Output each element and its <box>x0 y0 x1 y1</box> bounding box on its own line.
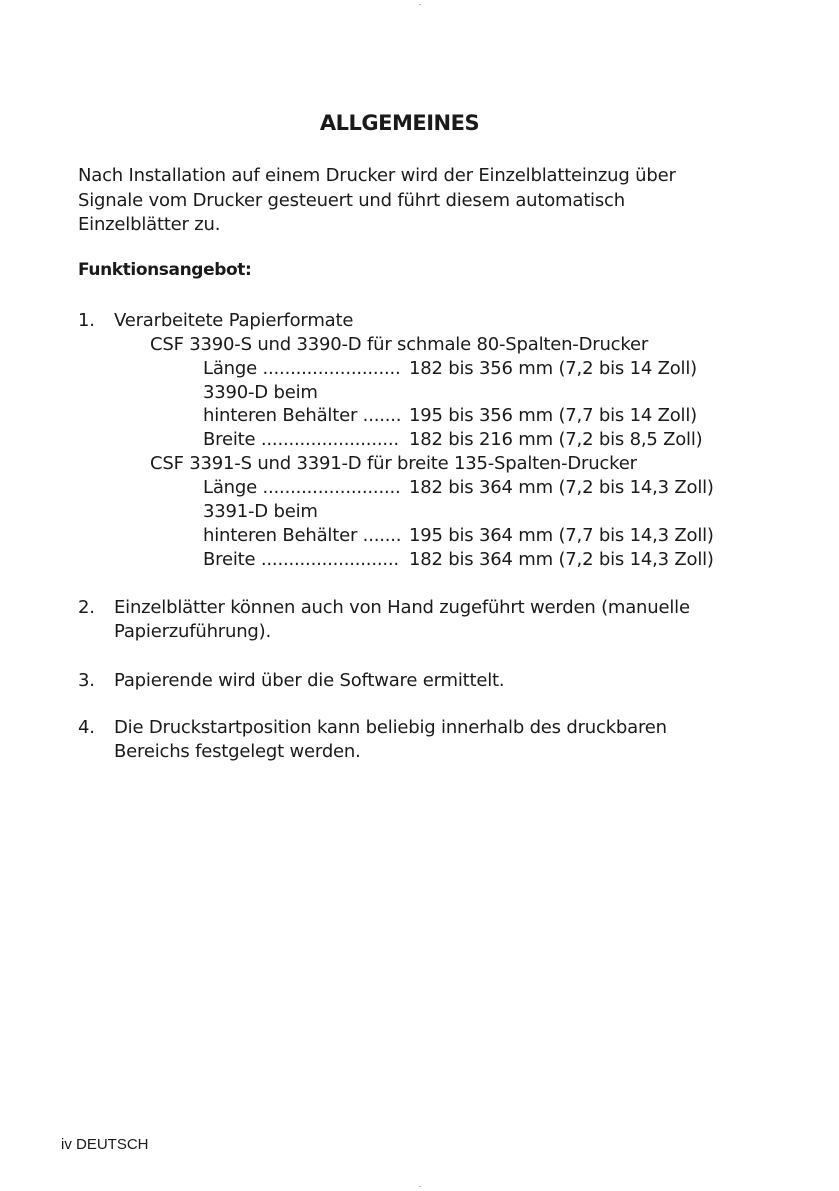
intro-paragraph <box>78 164 718 238</box>
spec-label: hinteren Behälter ....... <box>203 525 402 546</box>
model-line-3391: CSF 3391-S und 3391-D für breite 135-Spalten-Drucker <box>150 453 637 474</box>
spec-label: Länge ......................... <box>203 477 401 498</box>
list-text-line: Einzelblätter können auch von Hand zugeführt werden (manuelle <box>114 597 690 618</box>
scan-mark-top <box>419 4 421 5</box>
spec-value: 182 bis 364 mm (7,2 bis 14,3 Zoll) <box>409 477 714 498</box>
section-heading: Funktionsangebot: <box>78 260 252 280</box>
list-text-line: Papierende wird über die Software ermittelt. <box>114 670 505 691</box>
list-text: Verarbeitete Papierformate <box>114 310 354 331</box>
list-number: 4. <box>78 717 95 738</box>
list-text-line: Bereichs festgelegt werden. <box>114 741 361 762</box>
spec-value: 195 bis 364 mm (7,7 bis 14,3 Zoll) <box>409 525 714 546</box>
list-text <box>114 669 734 693</box>
spec-value: 182 bis 356 mm (7,2 bis 14 Zoll) <box>409 358 697 379</box>
page-title: ALLGEMEINES <box>319 111 480 135</box>
list-text-line: Papierzuführung). <box>114 621 271 642</box>
spec-label: Breite ......................... <box>203 549 399 570</box>
list-number: 1. <box>78 310 95 331</box>
list-number: 3. <box>78 670 95 691</box>
list-number: 2. <box>78 597 95 618</box>
scan-mark-bottom <box>419 1186 421 1187</box>
intro-line: Signale vom Drucker gesteuert und führt diesem automatisch <box>78 189 625 211</box>
spec-value: 182 bis 216 mm (7,2 bis 8,5 Zoll) <box>409 429 703 450</box>
spec-value: 182 bis 364 mm (7,2 bis 14,3 Zoll) <box>409 549 714 570</box>
spec-label: Breite ......................... <box>203 429 399 450</box>
spec-label: Länge ......................... <box>203 358 401 379</box>
list-text <box>114 716 734 764</box>
list-text-line: Die Druckstartposition kann beliebig innerhalb des druckbaren <box>114 717 667 738</box>
intro-line: Nach Installation auf einem Drucker wird der Einzelblatteinzug über <box>78 165 676 186</box>
spec-label: hinteren Behälter ....... <box>203 405 402 426</box>
list-text <box>114 596 734 644</box>
spec-value: 195 bis 356 mm (7,7 bis 14 Zoll) <box>409 405 697 426</box>
spec-label: 3390-D beim <box>203 382 318 403</box>
spec-label: 3391-D beim <box>203 501 318 522</box>
intro-line: Einzelblätter zu. <box>78 214 221 235</box>
model-line-3390: CSF 3390-S und 3390-D für schmale 80-Spalten-Drucker <box>150 334 649 355</box>
page-footer: iv DEUTSCH <box>61 1136 149 1153</box>
